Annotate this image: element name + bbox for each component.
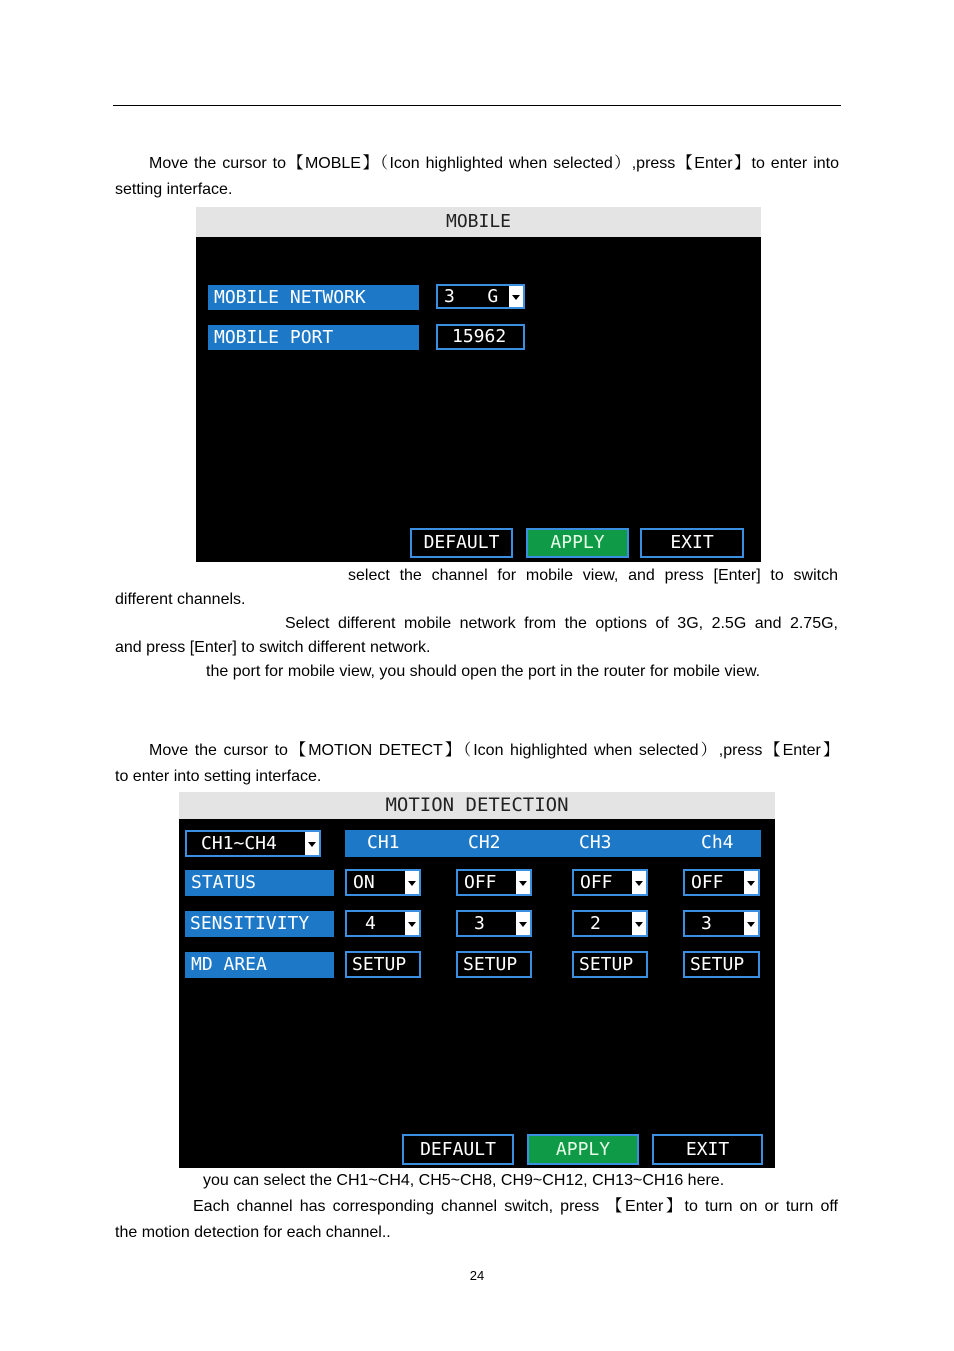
sensitivity-select-ch4[interactable] <box>683 910 760 937</box>
sensitivity-select-ch1[interactable] <box>345 910 421 937</box>
chevron-down-icon <box>744 912 758 935</box>
paragraph-mobile-intro <box>115 152 839 176</box>
mobile-network-select[interactable] <box>436 284 525 309</box>
sensitivity-value: 4 <box>365 913 376 934</box>
md-area-label: MD AREA <box>185 952 334 978</box>
chevron-down-icon <box>516 871 530 894</box>
text-line: and press [Enter] to switch different network. <box>115 639 431 656</box>
paragraph-port: the port for mobile view, you should open the port in the router for mobile view. <box>206 663 761 680</box>
mobile-port-field[interactable] <box>436 324 525 350</box>
chevron-down-icon <box>509 286 523 307</box>
sensitivity-select-ch3[interactable] <box>572 910 648 937</box>
setup-button-ch1[interactable]: SETUP <box>345 951 421 978</box>
motion-screen <box>179 792 775 1168</box>
status-select-ch3[interactable] <box>572 869 648 896</box>
mobile-apply-button[interactable]: APPLY <box>526 528 629 558</box>
status-label: STATUS <box>185 870 334 896</box>
text-line: the motion detection for each channel.. <box>115 1224 391 1241</box>
text-line: Move the cursor to【MOBLE】（Icon highlighted when selected）,press【Enter】to enter into <box>149 155 839 172</box>
motion-default-button[interactable]: DEFAULT <box>402 1134 514 1165</box>
sensitivity-value: 3 <box>701 913 712 934</box>
paragraph-channel <box>348 564 838 588</box>
chevron-down-icon <box>405 871 419 894</box>
setup-button-ch4[interactable]: SETUP <box>683 951 760 978</box>
mobile-title: MOBILE <box>445 211 512 232</box>
channel-header-ch4: Ch4 <box>701 832 734 853</box>
status-select-ch1[interactable] <box>345 869 421 896</box>
status-value: OFF <box>464 872 497 893</box>
mobile-default-button[interactable]: DEFAULT <box>410 528 513 558</box>
mobile-port-label: MOBILE PORT <box>208 325 419 350</box>
chevron-down-icon <box>632 912 646 935</box>
mobile-exit-button[interactable]: EXIT <box>640 528 744 558</box>
channel-header-bar <box>345 830 761 857</box>
channel-group-select[interactable] <box>185 830 321 857</box>
sensitivity-select-ch2[interactable] <box>456 910 532 937</box>
motion-title: MOTION DETECTION <box>385 794 569 816</box>
chevron-down-icon <box>405 912 419 935</box>
paragraph-channel-group: you can select the CH1~CH4, CH5~CH8, CH9~CH12, CH13~CH16 here. <box>203 1172 725 1189</box>
text-line: Move the cursor to【MOTION DETECT】（Icon highlighted when selected）,press【Enter】 <box>149 742 839 759</box>
mobile-screen <box>196 207 761 562</box>
page-number: 24 <box>469 1268 485 1283</box>
sensitivity-value: 2 <box>590 913 601 934</box>
motion-exit-button[interactable]: EXIT <box>652 1134 763 1165</box>
chevron-down-icon <box>305 832 319 855</box>
text-line: Select different mobile network from the options of 3G, 2.5G and 2.75G, <box>285 615 838 632</box>
channel-header-ch2: CH2 <box>468 832 501 853</box>
sensitivity-value: 3 <box>474 913 485 934</box>
chevron-down-icon <box>516 912 530 935</box>
mobile-port-value: 15962 <box>452 326 507 347</box>
setup-button-ch3[interactable]: SETUP <box>572 951 648 978</box>
chevron-down-icon <box>632 871 646 894</box>
channel-header-ch3: CH3 <box>579 832 612 853</box>
setup-button-ch2[interactable]: SETUP <box>456 951 532 978</box>
channel-header-ch1: CH1 <box>367 832 400 853</box>
paragraph-network <box>285 612 838 636</box>
sensitivity-label: SENSITIVITY <box>185 911 334 937</box>
status-select-ch2[interactable] <box>456 869 532 896</box>
text-line: to enter into setting interface. <box>115 768 322 785</box>
mobile-title-bar <box>196 207 761 237</box>
paragraph-channel-switch <box>193 1195 838 1219</box>
status-value: OFF <box>580 872 613 893</box>
text-line: Each channel has corresponding channel switch, press 【Enter】to turn on or turn off <box>193 1198 838 1215</box>
status-value: OFF <box>691 872 724 893</box>
status-value: ON <box>353 872 375 893</box>
motion-title-bar <box>179 792 775 819</box>
text-line: setting interface. <box>115 181 233 198</box>
mobile-network-label: MOBILE NETWORK <box>208 285 419 310</box>
channel-group-value: CH1~CH4 <box>201 833 277 854</box>
text-line: select the channel for mobile view, and press [Enter] to switch <box>348 567 838 584</box>
mobile-network-value: 3 G <box>444 286 499 307</box>
chevron-down-icon <box>744 871 758 894</box>
paragraph-motion-intro <box>115 739 839 763</box>
text-line: different channels. <box>115 591 246 608</box>
status-select-ch4[interactable] <box>683 869 760 896</box>
motion-apply-button[interactable]: APPLY <box>527 1134 639 1165</box>
header-rule <box>113 105 841 106</box>
